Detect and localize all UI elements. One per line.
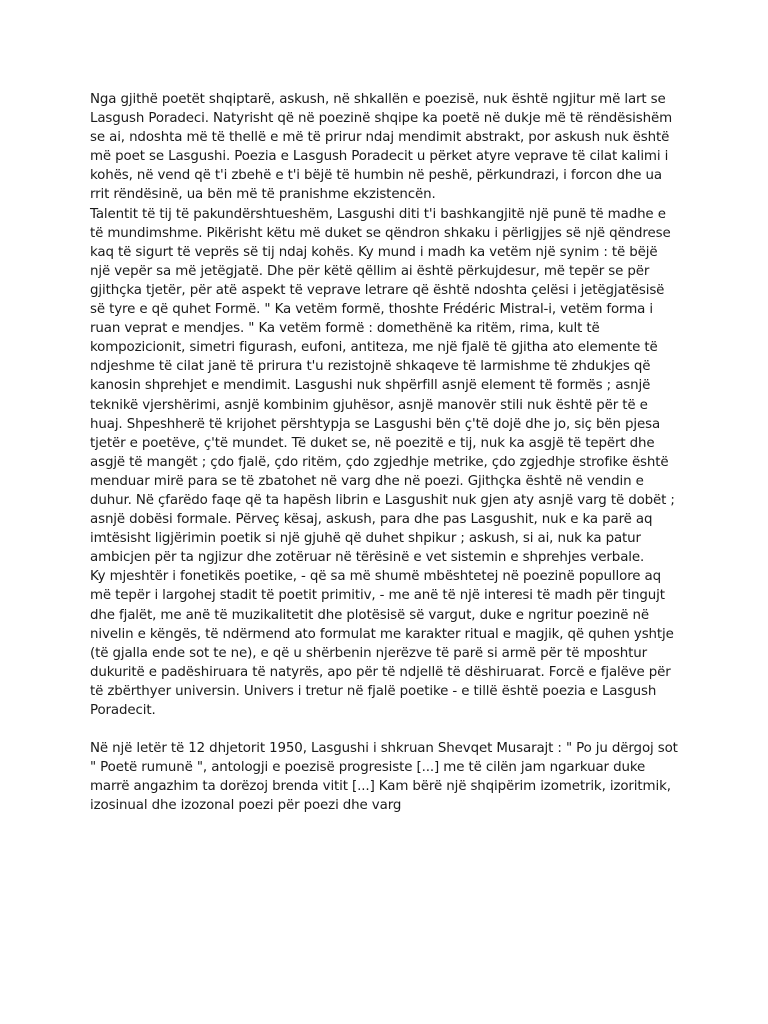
paragraph-spacer (90, 720, 680, 739)
paragraph-2: Talentit të tij të pakundërshtueshëm, Lasgushi diti t'i bashkangjitë një punë të madhe e të mundimshme. Pikërisht këtu më duket se qëndron shkaku i përligjjes së një qëndrese kaq të sigurt të veprës së tij ndaj kohës. Ky mund i madh ka vetëm një synim : të bëjë një vepër sa më jetëgjatë. Dhe për këtë qëllim ai është përkujdesur, më tepër se për gjithçka tjetër, për atë aspekt të veprave letrare që është ndoshta çelësi i jetëgjatësisë së tyre e që quhet Formë. " Ka vetëm formë, thoshte Frédéric Mistral-i, vetëm forma i ruan veprat e mendjes. " Ka vetëm formë : domethënë ka ritëm, rima, kult të kompozicionit, simetri figurash, eufoni, antiteza, me një fjalë të gjitha ato elemente të ndjeshme të cilat janë të prirura t'u rezistojnë shkaqeve të larmishme të zhdukjes që kanosin shprehjet e mendimit. Lasgushi nuk shpërfill asnjë element të formës ; asnjë teknikë vjershërimi, asnjë kombinim gjuhësor, asnjë manovër stili nuk është për të e huaj. Shpeshherë të krijohet përshtypja se Lasgushi bën ç'të dojë dhe jo, siç bën pjesa tjetër e poetëve, ç'të mundet. Të duket se, në poezitë e tij, nuk ka asgjë të tepërt dhe asgjë të mangët ; çdo fjalë, çdo ritëm, çdo zgjedhje metrike, çdo zgjedhje strofike është menduar mirë para se të zbatohet në varg dhe në poezi. Gjithçka është në vendin e duhur. Në çfarëdo faqe që ta hapësh librin e Lasgushit nuk gjen aty asnjë varg të dobët ; asnjë dobësi formale. Përveç kësaj, askush, para dhe pas Lasgushit, nuk e ka parë aq imtësisht ligjërimin poetik si një gjuhë që duhet shpikur ; askush, si ai, nuk ka patur ambicjen për ta ngjizur dhe zotëruar në tërësinë e vet sistemin e shprehjes verbale. (90, 206, 675, 566)
paragraph-1: Nga gjithë poetët shqiptarë, askush, në shkallën e poezisë, nuk është ngjitur më lart se Lasgush Poradeci. Natyrisht që në poezinë shqipe ka poetë në dukje më të rëndësishëm se ai, ndoshta më të thellë e më të prirur ndaj mendimit abstrakt, por askush nuk është më poet se Lasgushi. Poezia e Lasgush Poradecit u përket atyre veprave të cilat kalimi i kohës, në vend që t'i zbehë e t'i bëjë të humbin në peshë, përkundrazi, i forcon dhe ua rrit rëndësinë, ua bën më të pranishme ekzistencën. (90, 92, 673, 203)
document-page (90, 90, 680, 815)
paragraph-3: Ky mjeshtër i fonetikës poetike, - që sa më shumë mbështetej në poezinë popullore aq më tepër i largohej stadit të poetit primitiv, - me anë të një interesi të madh për tingujt dhe fjalët, me anë të muzikalitetit dhe plotësisë së vargut, duke e ngritur poezinë në nivelin e këngës, të ndërmend ato formulat me karakter ritual e magjik, që quhen yshtje (të gjalla ende sot te ne), e që u shërbenin njerëzve të parë si armë për të mposhtur dukuritë e padëshiruara të natyrës, apo për të ndjellë të dëshiruarat. Forcë e fjalëve për të zbërthyer universin. Univers i tretur në fjalë poetike - e tillë është poezia e Lasgush Poradecit. (90, 569, 674, 718)
paragraph-4: Në një letër të 12 dhjetorit 1950, Lasgushi i shkruan Shevqet Musarajt : " Po ju dërgoj sot " Poetë rumunë ", antologji e poezisë progresiste [...] me të cilën jam ngarkuar duke marrë angazhim ta dorëzoj brenda vitit [...] Kam bërë një shqipërim izometrik, izoritmik, izosinual dhe izozonal poezi për poezi dhe varg (90, 741, 678, 814)
